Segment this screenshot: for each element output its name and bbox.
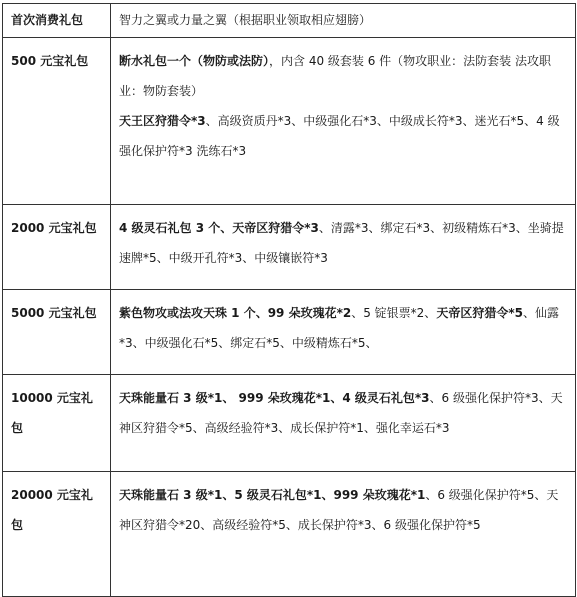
reward-text: 、5 锭银票*2、 [351,306,437,320]
reward-text: 、6 级强化保护符*5、天神区狩猎令*20、高级经验符*5、成长保护符*3、6 级强化保护符*5 [119,488,559,532]
tier-cell [3,375,111,472]
table-row [3,290,576,375]
reward-cell [111,290,576,375]
header-reward-cell: 智力之翼或力量之翼（根据职业领取相应翅膀） [111,4,576,38]
table-row [3,205,576,290]
tier-line: 20000 元宝礼 [11,488,93,502]
reward-text-bold: 天珠能量石 3 级*1、 999 朵玫瑰花*1、4 级灵石礼包*3 [119,391,430,405]
reward-cell [111,472,576,597]
tier-cell: 5000 元宝礼包 [3,290,111,375]
reward-text-bold: 天帝区狩猎令*5 [436,306,523,320]
table-header-row [3,4,576,38]
reward-line [119,480,569,540]
table-row [3,38,576,205]
reward-line [119,213,569,273]
reward-text-bold: 断水礼包一个（物防或法防） [119,54,270,68]
reward-line [119,46,569,106]
table-row [3,472,576,597]
reward-text-bold: 天珠能量石 3 级*1、5 级灵石礼包*1、999 朵玫瑰花*1 [119,488,426,502]
reward-cell [111,205,576,290]
reward-text-bold: 4 级灵石礼包 3 个、天帝区狩猎令*3 [119,221,319,235]
tier-line: 10000 元宝礼 [11,391,93,405]
header-tier-cell: 首次消费礼包 [3,4,111,38]
reward-cell [111,38,576,205]
reward-text-bold: 紫色物攻或法攻天珠 1 个、99 朵玫瑰花*2 [119,306,352,320]
reward-text: 、仙露*3、中级强化石*5、绑定石*5、中级精炼石*5、 [119,306,559,350]
reward-line [119,298,569,358]
tier-cell: 2000 元宝礼包 [3,205,111,290]
tier-cell: 500 元宝礼包 [3,38,111,205]
gift-package-table [2,3,576,597]
reward-text: 、清露*3、绑定石*3、初级精炼石*3、坐骑提速牌*5、中级开孔符*3、中级镶嵌符*3 [119,221,564,265]
reward-text: 、6 级强化保护符*3、天神区狩猎令*5、高级经验符*3、成长保护符*1、强化幸运石*3 [119,391,563,435]
reward-text: 、高级资质丹*3、中级强化石*3、中级成长符*3、迷光石*5、4 级强化保护符*3 洗练石*3 [119,114,560,158]
reward-text-bold: 天王区狩猎令*3 [119,114,206,128]
reward-line [119,383,569,443]
tier-cell [3,472,111,597]
table-row [3,375,576,472]
tier-line: 包 [11,518,24,532]
tier-line: 包 [11,421,24,435]
reward-line [119,106,569,166]
reward-text: ，内含 40 级套装 6 件（物攻职业：法防套装 法攻职业：物防套装） [119,54,551,98]
reward-cell [111,375,576,472]
